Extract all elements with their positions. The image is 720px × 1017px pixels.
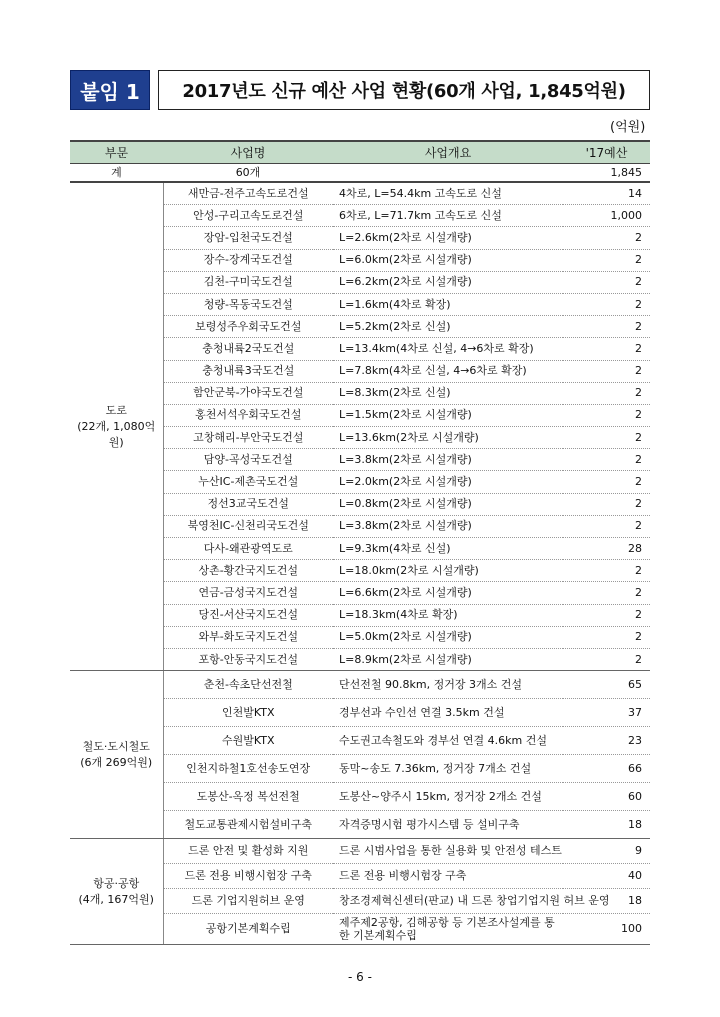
project-name: 안성-구리고속도로건설	[163, 205, 333, 227]
project-name: 수원발KTX	[163, 727, 333, 755]
project-overview: L=6.6km(2차로 시설개량)	[333, 582, 563, 604]
project-budget: 2	[563, 382, 650, 404]
project-budget: 100	[563, 914, 650, 945]
project-overview: 드론 전용 비행시험장 구축	[333, 864, 563, 889]
project-overview: L=2.6km(2차로 시설개량)	[333, 227, 563, 249]
project-budget: 2	[563, 471, 650, 493]
project-budget: 60	[563, 783, 650, 811]
total-row	[70, 164, 650, 183]
category-summary: (4개, 167억원)	[78, 892, 154, 906]
project-overview: 드론 시범사업을 통한 실용화 및 안전성 테스트	[333, 839, 563, 864]
project-budget: 2	[563, 515, 650, 537]
total-desc	[333, 164, 563, 183]
table-header-row	[70, 141, 650, 164]
table-row	[70, 182, 650, 205]
project-name: 홍천서석우회국도건설	[163, 404, 333, 426]
project-overview: L=8.9km(2차로 시설개량)	[333, 648, 563, 670]
project-overview: L=6.0km(2차로 시설개량)	[333, 249, 563, 271]
category-cell	[70, 839, 163, 945]
project-name: 김천-구미국도건설	[163, 271, 333, 293]
project-overview: L=3.8km(2차로 시설개량)	[333, 449, 563, 471]
project-overview: L=7.8km(4차로 신설, 4→6차로 확장)	[333, 360, 563, 382]
project-name: 인천발KTX	[163, 699, 333, 727]
project-budget: 18	[563, 811, 650, 839]
total-count: 60개	[163, 164, 333, 183]
project-overview: 수도권고속철도와 경부선 연결 4.6km 건설	[333, 727, 563, 755]
project-name: 춘천-속초단선전철	[163, 671, 333, 699]
project-overview: L=2.0km(2차로 시설개량)	[333, 471, 563, 493]
project-budget: 40	[563, 864, 650, 889]
col-header-category: 부문	[70, 141, 163, 164]
project-overview: 제주제2공항, 김해공항 등 기본조사설계를 통한 기본계획수립	[333, 914, 563, 945]
category-name: 항공·공항	[93, 876, 140, 890]
page-header	[70, 70, 650, 110]
col-header-budget: '17예산	[563, 141, 650, 164]
project-name: 함안군북-가야국도건설	[163, 382, 333, 404]
project-overview: 창조경제혁신센터(판교) 내 드론 창업기업지원 허브 운영	[333, 889, 563, 914]
budget-table	[70, 140, 650, 945]
project-budget: 9	[563, 839, 650, 864]
unit-label: (억원)	[610, 120, 646, 135]
project-overview: L=5.2km(2차로 신설)	[333, 316, 563, 338]
project-name: 충청내륙2국도건설	[163, 338, 333, 360]
project-name: 도봉산-옥정 복선전철	[163, 783, 333, 811]
project-budget: 2	[563, 360, 650, 382]
project-overview: 단선전철 90.8km, 정거장 3개소 건설	[333, 671, 563, 699]
project-budget: 65	[563, 671, 650, 699]
project-name: 당진-서산국지도건설	[163, 604, 333, 626]
project-overview: 4차로, L=54.4km 고속도로 신설	[333, 182, 563, 205]
project-name: 철도교통관제시험설비구축	[163, 811, 333, 839]
project-budget: 2	[563, 648, 650, 670]
page-number: - 6 -	[348, 970, 372, 984]
project-name: 인천지하철1호선송도연장	[163, 755, 333, 783]
total-label: 계	[70, 164, 163, 183]
project-name: 보령성주우회국도건설	[163, 316, 333, 338]
page-title: 2017년도 신규 예산 사업 현황(60개 사업, 1,845억원)	[158, 70, 650, 110]
project-overview: 6차로, L=71.7km 고속도로 신설	[333, 205, 563, 227]
project-name: 장암-입천국도건설	[163, 227, 333, 249]
col-header-overview: 사업개요	[333, 141, 563, 164]
project-name: 와부-화도국지도건설	[163, 626, 333, 648]
project-overview: L=9.3km(4차로 신설)	[333, 538, 563, 560]
project-name: 청량-목동국도건설	[163, 293, 333, 315]
project-budget: 2	[563, 404, 650, 426]
project-budget: 28	[563, 538, 650, 560]
project-budget: 18	[563, 889, 650, 914]
category-cell	[70, 182, 163, 671]
project-overview: L=5.0km(2차로 시설개량)	[333, 626, 563, 648]
project-name: 담양-곡성국도건설	[163, 449, 333, 471]
project-name: 충청내륙3국도건설	[163, 360, 333, 382]
project-overview: 도봉산~양주시 15km, 정거장 2개소 건설	[333, 783, 563, 811]
project-budget: 37	[563, 699, 650, 727]
category-summary: (6개 269억원)	[80, 755, 153, 769]
project-name: 북영천IC-신천리국도건설	[163, 515, 333, 537]
table-row	[70, 839, 650, 864]
project-name: 연금-금성국지도건설	[163, 582, 333, 604]
category-name: 도로	[105, 403, 127, 417]
project-budget: 2	[563, 449, 650, 471]
project-overview: L=1.5km(2차로 시설개량)	[333, 404, 563, 426]
project-budget: 2	[563, 338, 650, 360]
project-name: 드론 안전 및 활성화 지원	[163, 839, 333, 864]
project-name: 정선3교국도건설	[163, 493, 333, 515]
project-name: 다사-왜관광역도로	[163, 538, 333, 560]
project-budget: 66	[563, 755, 650, 783]
project-overview: 자격증명시험 평가시스템 등 설비구축	[333, 811, 563, 839]
project-overview: L=13.6km(2차로 시설개량)	[333, 427, 563, 449]
project-budget: 1,000	[563, 205, 650, 227]
project-budget: 2	[563, 427, 650, 449]
project-name: 드론 기업지원허브 운영	[163, 889, 333, 914]
project-budget: 23	[563, 727, 650, 755]
project-overview: L=18.3km(4차로 확장)	[333, 604, 563, 626]
project-name: 고창해리-부안국도건설	[163, 427, 333, 449]
project-overview: L=6.2km(2차로 시설개량)	[333, 271, 563, 293]
project-name: 누산IC-제촌국도건설	[163, 471, 333, 493]
col-header-project: 사업명	[163, 141, 333, 164]
total-amount: 1,845	[563, 164, 650, 183]
project-name: 상촌-황간국지도건설	[163, 560, 333, 582]
project-budget: 2	[563, 493, 650, 515]
project-overview: L=1.6km(4차로 확장)	[333, 293, 563, 315]
project-overview: L=0.8km(2차로 시설개량)	[333, 493, 563, 515]
project-name: 공항기본계획수립	[163, 914, 333, 945]
project-budget: 2	[563, 227, 650, 249]
project-budget: 2	[563, 560, 650, 582]
project-budget: 2	[563, 271, 650, 293]
project-overview: 동막~송도 7.36km, 정거장 7개소 건설	[333, 755, 563, 783]
attachment-tag: 붙임 1	[70, 70, 150, 110]
project-budget: 2	[563, 249, 650, 271]
project-overview: L=13.4km(4차로 신설, 4→6차로 확장)	[333, 338, 563, 360]
project-name: 드론 전용 비행시험장 구축	[163, 864, 333, 889]
project-overview: 경부선과 수인선 연결 3.5km 건설	[333, 699, 563, 727]
project-name: 새만금-전주고속도로건설	[163, 182, 333, 205]
project-name: 포항-안동국지도건설	[163, 648, 333, 670]
project-overview: L=18.0km(2차로 시설개량)	[333, 560, 563, 582]
table-body	[70, 164, 650, 945]
project-overview: L=3.8km(2차로 시설개량)	[333, 515, 563, 537]
project-budget: 2	[563, 582, 650, 604]
project-budget: 14	[563, 182, 650, 205]
project-overview: L=8.3km(2차로 신설)	[333, 382, 563, 404]
table-row	[70, 671, 650, 699]
project-budget: 2	[563, 316, 650, 338]
category-name: 철도·도시철도	[82, 739, 150, 753]
category-cell	[70, 671, 163, 839]
project-budget: 2	[563, 604, 650, 626]
project-budget: 2	[563, 293, 650, 315]
project-name: 장수-장계국도건설	[163, 249, 333, 271]
category-summary: (22개, 1,080억원)	[77, 419, 156, 449]
project-budget: 2	[563, 626, 650, 648]
